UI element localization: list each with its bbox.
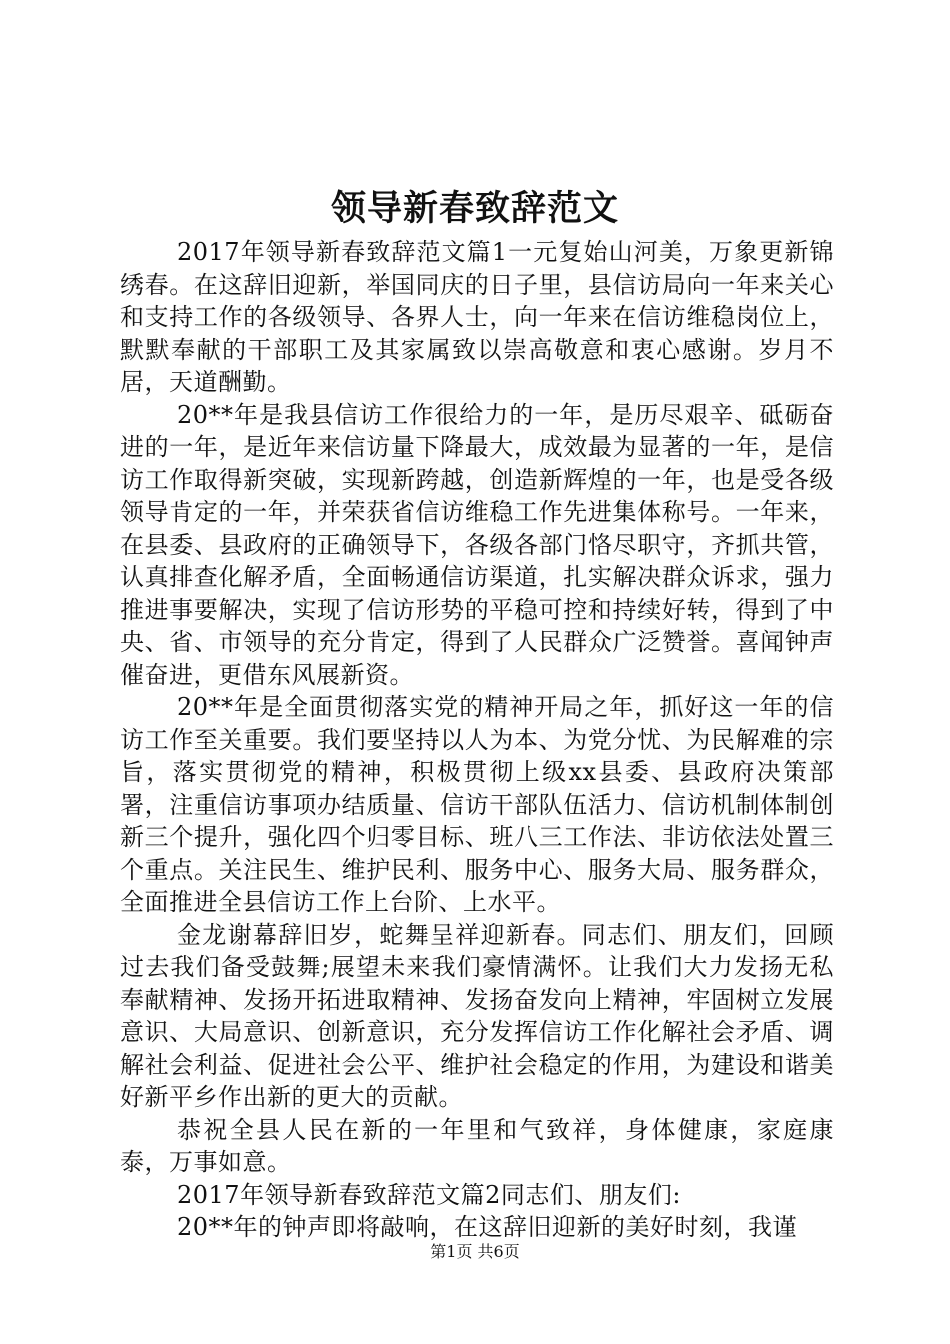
paragraph-7: 20**年的钟声即将敲响，在这辞旧迎新的美好时刻，我谨 bbox=[177, 1213, 798, 1241]
document-body bbox=[120, 236, 834, 1244]
paragraph-4: 金龙谢幕辞旧岁，蛇舞呈祥迎新春。同志们、朋友们，回顾过去我们备受鼓舞;展望未来我们豪情满怀。让我们大力发扬无私奉献精神、发扬开拓进取精神、发扬奋发向上精神，牢固树立发展意识、大局意识、创新意识，充分发挥信访工作化解社会矛盾、调解社会利益、促进社会公平、维护社会稳定的作用，为建设和谐美好新平乡作出新的更大的贡献。 bbox=[120, 920, 834, 1111]
paragraph-6: 2017年领导新春致辞范文篇2同志们、朋友们: bbox=[177, 1180, 681, 1209]
paragraph-5: 恭祝全县人民在新的一年里和气致祥，身体健康，家庭康泰，万事如意。 bbox=[120, 1115, 834, 1176]
page-title: 领导新春致辞范文 bbox=[330, 188, 619, 229]
paragraph-3: 20**年是全面贯彻落实党的精神开局之年，抓好这一年的信访工作至关重要。我们要坚持以人为本、为党分忧、为民解难的宗旨，落实贯彻党的精神，积极贯彻上级xx县委、县政府决策部署，注重信访事项办结质量、信访干部队伍活力、信访机制体制创新三个提升，强化四个归零目标、班八三工作法、非访依法处置三个重点。关注民生、维护民利、服务中心、服务大局、服务群众，全面推进全县信访工作上台阶、上水平。 bbox=[120, 693, 834, 916]
paragraph-2: 20**年是我县信访工作很给力的一年，是历尽艰辛、砥砺奋进的一年，是近年来信访量下降最大，成效最为显著的一年，是信访工作取得新突破，实现新跨越，创造新辉煌的一年，也是受各级领导肯定的一年，并荣获省信访维稳工作先进集体称号。一年来，在县委、县政府的正确领导下，各级各部门恪尽职守，齐抓共管，认真排查化解矛盾，全面畅通信访渠道，扎实解决群众诉求，强力推进事要解决，实现了信访形势的平稳可控和持续好转，得到了中央、省、市领导的充分肯定，得到了人民群众广泛赞誉。喜闻钟声催奋进，更借东风展新资。 bbox=[120, 400, 834, 689]
paragraph-1: 2017年领导新春致辞范文篇1一元复始山河美，万象更新锦绣春。在这辞旧迎新，举国同庆的日子里，县信访局向一年来关心和支持工作的各级领导、各界人士，向一年来在信访维稳岗位上，默默奉献的干部职工及其家属致以崇高敬意和衷心感谢。岁月不居，天道酬勤。 bbox=[120, 238, 834, 396]
page-number-footer: 第1页 共6页 bbox=[430, 1242, 520, 1261]
